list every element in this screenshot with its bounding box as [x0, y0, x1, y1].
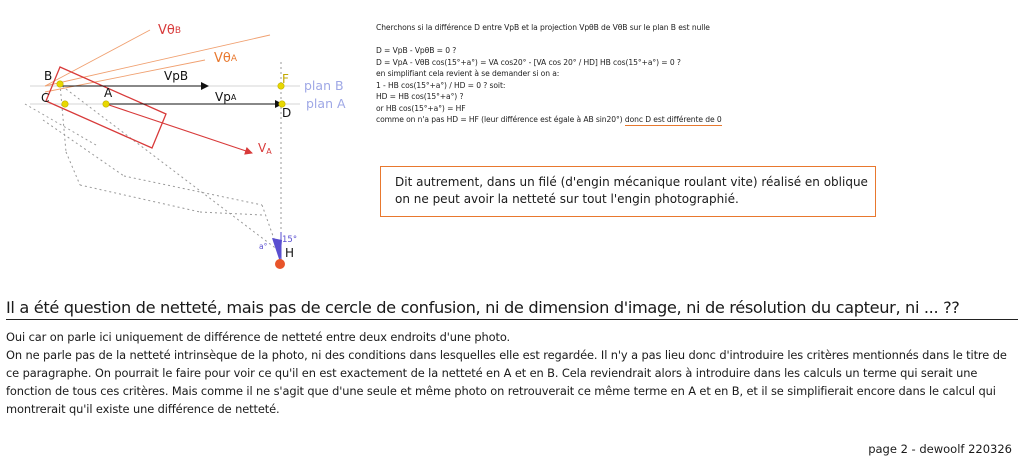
geometry-diagram: [0, 0, 370, 275]
point-a-dot: [103, 101, 109, 107]
calc-conclusion-line: [376, 114, 896, 126]
label-vtheta-b: VθB: [158, 23, 182, 38]
plan-lines: [30, 86, 300, 104]
body-text: [6, 328, 1018, 418]
calc-line: D = VpB - VpθB = 0 ?: [376, 46, 457, 55]
label-vpa: VpA: [215, 90, 237, 104]
dotted-guides: [25, 62, 281, 250]
calc-line: Cherchons si la différence D entre VpB et la projection VpθB de VθB sur le plan B est nulle: [376, 23, 710, 32]
body-paragraph-1: Oui car on parle ici uniquement de différence de netteté entre deux endroits d'une photo.: [6, 330, 511, 344]
label-c: C: [41, 91, 50, 105]
point-h-dot: [275, 259, 285, 269]
body-paragraph-2: On ne parle pas de la netteté intrinsèque de la photo, ni des conditions dans lesquelles elle est regardée. Il n'y a pas lieu donc d'introduire les critères mentionnés dans le titre de ce paragraphe. On pourrait le faire pour voir ce qu'il en est exactement de la netteté en A et en B. Cela reviendrait alors à introduire dans les calculs un terme qui serait une fonction de tous ces critères. Mais comme il ne s'agit que d'une seule et même photo on retrouverait ce même terme en A et en B, et il se simplifierait encore dans le calcul qui montrerait qu'il existe une différence de netteté.: [6, 348, 1007, 416]
label-vpb: VpB: [164, 69, 189, 83]
calc-conclusion-highlight: donc D est différente de 0: [624, 115, 722, 124]
va-arrow: [106, 104, 252, 153]
section-heading: Il a été question de netteté, mais pas de cercle de confusion, ni de dimension d'image, ni de résolution du capteur, ni ... ??: [6, 298, 1018, 320]
label-angle-a: a°: [259, 242, 268, 251]
label-a: A: [104, 86, 113, 100]
calculation-block: [376, 22, 896, 126]
calc-line: 1 - HB cos(15°+a°) / HD = 0 ? soit:: [376, 80, 506, 90]
label-angle-15: 15°: [282, 235, 298, 245]
page-footer: page 2 - dewoolf 220326: [868, 442, 1012, 456]
label-vtheta-a: VθA: [214, 51, 238, 66]
point-c-dot: [62, 101, 68, 107]
calc-line: or HB cos(15°+a°) = HF: [376, 103, 466, 113]
calc-line: D = VpA - VθB cos(15°+a°) = VA cos20° - [VA cos 20° / HD] HB cos(15°+a°) = 0 ?: [376, 57, 681, 67]
summary-box: [380, 166, 876, 217]
label-plan-b: plan B: [304, 78, 344, 93]
summary-line-2: on ne peut avoir la netteté sur tout l'engin photographié.: [395, 192, 739, 206]
calc-conclusion-prefix: comme on n'a pas HD = HF (leur différence est égale à AB sin20°): [376, 115, 625, 124]
label-h: H: [285, 246, 295, 260]
calc-line: en simplifiant cela revient à se demander si on a:: [376, 69, 560, 78]
label-b: B: [44, 69, 53, 83]
point-b-dot: [57, 81, 63, 87]
calc-line: HD = HB cos(15°+a°) ?: [376, 92, 464, 101]
label-va: VA: [258, 141, 272, 156]
label-f: F: [282, 72, 289, 86]
label-plan-a: plan A: [306, 96, 346, 111]
points: [57, 81, 285, 107]
summary-line-1: Dit autrement, dans un filé (d'engin mécanique roulant vite) réalisé en oblique: [395, 175, 868, 189]
calc-line: [376, 34, 896, 46]
label-d: D: [282, 106, 292, 120]
